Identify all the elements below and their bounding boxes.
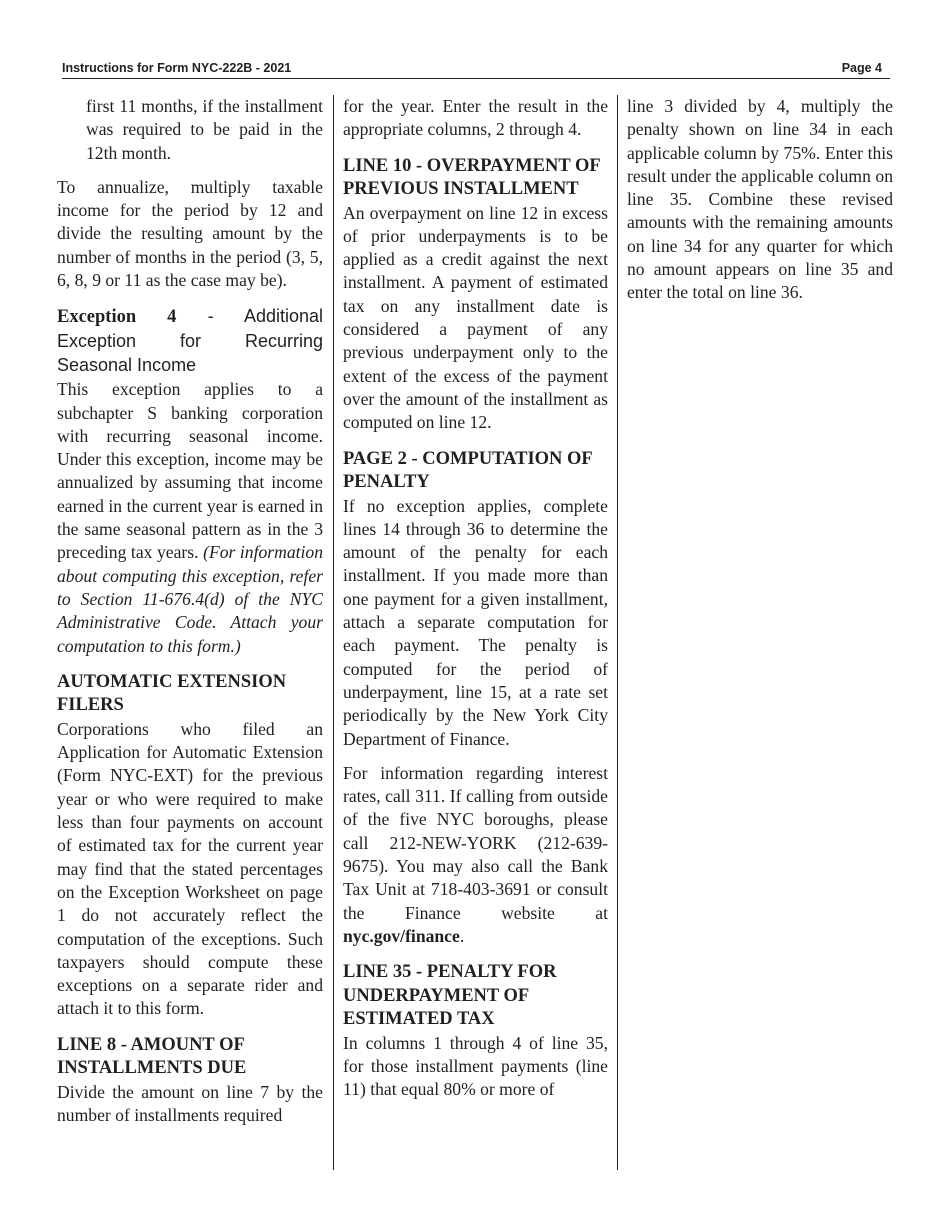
column-1 bbox=[57, 95, 323, 1127]
information-text: For information regarding interest rates, call 311. If calling from outside of the five NYC boroughs, please call 212-NEW-YORK (212-639-9675). You may also call the Bank Tax Unit at 718-403-3691 or consult the Finance website at bbox=[343, 762, 608, 923]
line-10-heading: LINE 10 - OVERPAYMENT OF PREVIOUS INSTALLMENT bbox=[343, 155, 600, 200]
automatic-extension-heading: AUTOMATIC EXTENSION FILERS bbox=[57, 671, 287, 716]
information-paragraph bbox=[343, 762, 608, 948]
information-end: . bbox=[459, 925, 465, 946]
column-divider-1 bbox=[333, 95, 334, 1170]
column-3 bbox=[627, 95, 893, 305]
exception-4-title: - Additional Exception for Recurring Seasonal Income bbox=[57, 306, 324, 375]
page-number: Page 4 bbox=[841, 61, 882, 75]
exception-4-note: (For information about computing this exception, refer to Section 11-676.4(d) of the NYC Administrative Code. Attach your computation to this form.) bbox=[57, 542, 323, 656]
annualize-paragraph: To annualize, multiply taxable income for the period by 12 and divide the resulting amount by the number of months in the period (3, 5, 6, 8, 9 or 11 as the case may be). bbox=[57, 176, 323, 291]
column-divider-2 bbox=[617, 95, 618, 1170]
exception-4-body bbox=[57, 378, 323, 658]
exception-4-heading bbox=[57, 305, 323, 378]
form-title: Instructions for Form NYC-222B - 2021 bbox=[62, 61, 292, 75]
continued-paragraph: first 11 months, if the installment was required to be paid in the 12th month. bbox=[86, 96, 323, 163]
column-2 bbox=[343, 95, 608, 1102]
line-8-heading: LINE 8 - AMOUNT OF INSTALLMENTS DUE bbox=[57, 1034, 247, 1079]
line-35-heading: LINE 35 - PENALTY FOR UNDERPAYMENT OF ESTIMATED TAX bbox=[343, 962, 557, 1030]
exception-4-label: Exception 4 bbox=[57, 307, 177, 328]
finance-website-link[interactable]: nyc.gov/finance bbox=[343, 925, 460, 946]
page-2-heading: PAGE 2 - COMPUTATION OF PENALTY bbox=[343, 448, 593, 493]
exception-4-text: This exception applies to a subchapter S banking corporation with recurring seasonal income. Under this exception, income may be annualized by assuming that income earned in the current year is earned in the same seasonal pattern as in the 3 preceding tax years. bbox=[57, 379, 323, 563]
line-8-body: Divide the amount on line 7 by the number of installments required bbox=[57, 1081, 323, 1125]
continued-paragraph: line 3 divided by 4, multiply the penalty shown on line 34 in each applicable column by 75%. Enter this result under the applicable column on line 35. Combine these revised amounts with the remaining amounts on line 34 for any quarter for which no amount appears on line 35 and enter the total on line 36. bbox=[627, 96, 893, 303]
continued-paragraph: for the year. Enter the result in the appropriate columns, 2 through 4. bbox=[343, 96, 608, 140]
line-35-body: In columns 1 through 4 of line 35, for those installment payments (line 11) that equal 80% or more of bbox=[343, 1032, 608, 1100]
automatic-extension-body: Corporations who filed an Application for Automatic Extension (Form NYC-EXT) for the previous year or who were required to make less than four payments on account of estimated tax for the current year may find that the stated percentages on the Exception Worksheet on page 1 do not accurately reflect the computation of the exceptions. Such taxpayers should compute these exceptions on a separate rider and attach it to this form. bbox=[57, 718, 323, 1019]
page-header bbox=[62, 60, 890, 79]
line-10-body: An overpayment on line 12 in excess of prior underpayments is to be applied as a credit against the next installment. A payment of estimated tax on any installment date is considered a payment of any previous underpayment only to the extent of the excess of the payment over the amount of the installment as computed on line 12. bbox=[343, 202, 608, 433]
page-2-body: If no exception applies, complete lines 14 through 36 to determine the amount of the penalty for each installment. If you made more than one payment for a given installment, attach a separate computation for each payment. The penalty is computed for the period of underpayment, line 15, at a rate set periodically by the New York City Department of Finance. bbox=[343, 495, 608, 749]
